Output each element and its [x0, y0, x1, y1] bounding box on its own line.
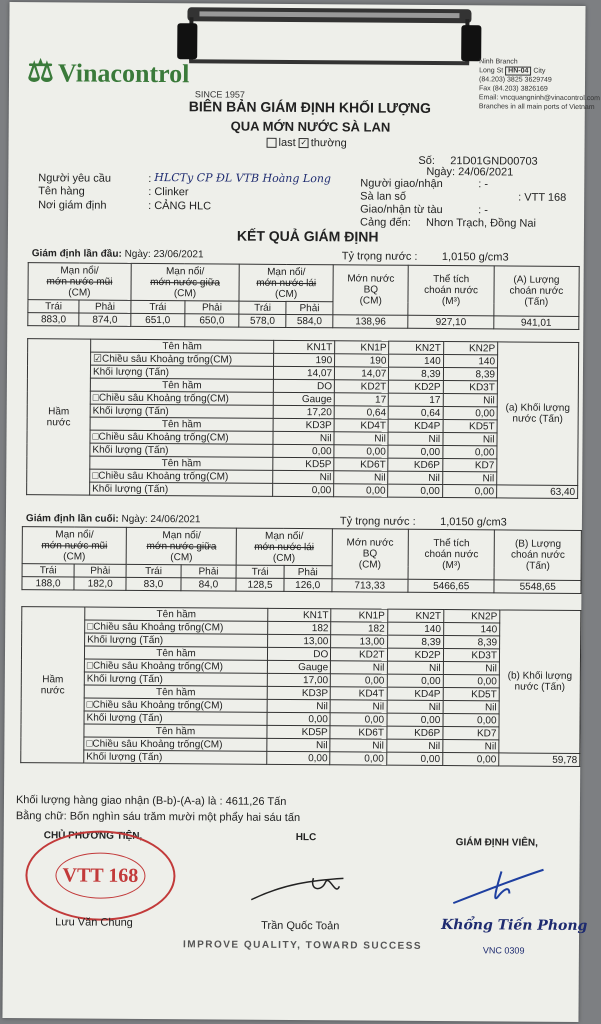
ham-total-label: (b) Khối lượng nước (Tấn): [499, 610, 581, 754]
ten-hang-value: : Clinker: [148, 185, 189, 199]
nguoi-yeu-cau-value: HLCTy CP ĐL VTB Hoàng Long: [154, 171, 332, 186]
ham-row: □Chiều sâu Khoảng trống(CM) 182 182 140 140: [22, 620, 581, 637]
ham-row: Tên hầm KD3P KD4T KD4P KD5T: [27, 417, 578, 434]
branch-badge: HN-04: [505, 66, 531, 75]
ham-row: ☑Chiều sâu Khoảng trống(CM) 190 190 140 140: [28, 352, 579, 369]
nguoi-gn-value: : -: [478, 178, 489, 191]
ham-nuoc-label: Hầm nước: [21, 607, 85, 763]
sa-lan-value: : VTT 168: [518, 191, 567, 204]
ham-row: □Chiều sâu Khoảng trống(CM) Gauge 17 17 Nil: [27, 391, 578, 408]
sa-lan-label: Sà lan số: [360, 190, 407, 203]
giam-dinh-vien-heading: GIÁM ĐỊNH VIÊN,: [455, 837, 538, 849]
title-line-1: BIÊN BẢN GIÁM ĐỊNH KHỐI LƯỢNG: [188, 98, 431, 116]
hlc-signature: [243, 856, 363, 917]
ham-row: Tên hầm KD3P KD4T KD4P KD5T: [21, 685, 580, 702]
cang-den-value: Nhơn Trạch, Đồng Nai: [425, 216, 536, 230]
ham-row: Khối lượng (Tấn) 0,00 0,00 0,00 0,00: [27, 443, 578, 460]
title-line-2: QUA MỚN NƯỚC SÀ LAN: [230, 118, 391, 135]
ngay-field: Ngày: 24/06/2021: [426, 165, 514, 179]
ham-row: Khối lượng (Tấn) 17,00 0,00 0,00 0,00: [21, 672, 580, 689]
ham-row: Hầm nước Tên hầm KN1T KN1P KN2T KN2P (a) Khối lượng nước (Tấn): [28, 339, 579, 356]
ham-row: □Chiều sâu Khoảng trống(CM) Nil Nil Nil Nil: [21, 698, 580, 715]
type-options: last ✓ thường: [267, 137, 347, 150]
ham-row: Tên hầm KD5P KD6T KD6P KD7: [21, 724, 580, 741]
ham-row: □Chiều sâu Khoảng trống(CM) Nil Nil Nil Nil: [21, 737, 580, 754]
name-luu-van-chung: Lưu Văn Chung: [55, 916, 133, 929]
lan-cuoi-table: Mạn nổi/ mớn nước mũi (CM) Mạn nổi/ mớn nước giữa (CM) Mạn nổi/ mớn nước lái (CM) Mớn nước BQ (CM) Thể tích choán nước (M³) (B) Lượng choán nước (Tấn) Trái Phải Trái Phải Trái Phải 188,0 182,0 83,0 84,0 128,5 126,0 713,33 5466,65 5548,65: [21, 526, 581, 594]
ten-hang-label: Tên hàng: [38, 185, 85, 198]
company-stamp: [25, 830, 176, 921]
inspector-code: VNC 0309: [482, 945, 525, 956]
cang-den-label: Cảng đến:: [359, 216, 411, 229]
noi-gd-value: : CẢNG HLC: [148, 199, 212, 213]
ham-nuoc-label: Hầm nước: [27, 339, 91, 495]
scale-icon: ⚖: [26, 55, 55, 89]
clipboard-clip: [179, 3, 480, 85]
lan-cuoi-values-row: 188,0 182,0 83,0 84,0 128,5 126,0 713,33 5466,65 5548,65: [22, 577, 581, 594]
ham-row: □Chiều sâu Khoảng trống(CM) Nil Nil Nil Nil: [27, 469, 578, 486]
branch-info: Ninh Branch Long St HN-04 City (84.203) 3825 3629749 Fax (84.203) 3826169 Email: vncquangninh@vinacontrol.com Branches in all main ports of Vietnam: [478, 58, 601, 112]
ham-row: □Chiều sâu Khoảng trống(CM) Nil Nil Nil Nil: [27, 430, 578, 447]
ham-row: Khối lượng (Tấn) 14,07 14,07 8,39 8,39: [27, 365, 578, 382]
summary-total: Khối lượng hàng giao nhận (B-b)-(A-a) là : 4611,26 Tấn: [15, 794, 287, 808]
gn-tu-tau-label: Giao/nhận từ tàu: [360, 203, 443, 217]
ham-nuoc-table-2: [20, 606, 581, 767]
ham-row: Khối lượng (Tấn) 17,20 0,64 0,64 0,00: [27, 404, 578, 421]
lan-dau-label: Giám định lần đầu: Ngày: 23/06/2021: [31, 248, 204, 261]
ham-row: Khối lượng (Tấn) 13,00 13,00 8,39 8,39: [22, 633, 581, 650]
ham-nuoc-table-1: [26, 338, 579, 499]
name-khong-tien-phong: Khổng Tiến Phong: [441, 917, 588, 935]
so-field: Số: 21D01GND00703: [418, 154, 538, 168]
ket-qua-heading: KẾT QUẢ GIÁM ĐỊNH: [236, 227, 379, 245]
lan-cuoi-ty-trong: Tỷ trọng nước : 1,0150 g/cm3: [339, 515, 507, 529]
gn-tu-tau-value: : -: [478, 204, 488, 217]
lan-dau-table: Mạn nổi/ mớn nước mũi (CM) Mạn nổi/ mớn nước giữa (CM) Mạn nổi/ mớn nước lái (CM) Mớn nước BQ (CM) Thể tích choán nước (M³) (A) Lượng choán nước (Tấn) Trái Phải Trái Phải Trái Phải 883,0 874,0 651,0 650,0 578,0 584,0 138,96 927,10 941,01: [27, 262, 579, 330]
ham-total-label: (a) Khối lượng nước (Tấn): [497, 342, 579, 486]
since-text: SINCE 1957: [194, 89, 245, 100]
lan-dau-ty-trong: Tỷ trọng nước : 1,0150 g/cm3: [341, 250, 509, 264]
ham-row: Khối lượng (Tấn) 0,00 0,00 0,00 0,00 63,40: [27, 482, 578, 499]
last-checkbox[interactable]: [267, 138, 277, 148]
lan-dau-values-row: 883,0 874,0 651,0 650,0 578,0 584,0 138,96 927,10 941,01: [28, 313, 579, 330]
noi-gd-label: Nơi giám định: [38, 199, 107, 212]
name-tran-quoc-toan: Trần Quốc Toản: [261, 919, 340, 933]
ham-row: Khối lượng (Tấn) 0,00 0,00 0,00 0,00: [21, 711, 580, 728]
thuong-checkbox[interactable]: ✓: [300, 138, 308, 148]
chu-phuong-tien-heading: CHỦ PHƯƠNG TIỆN,: [43, 830, 143, 842]
nguoi-gn-label: Người giao/nhận: [360, 177, 443, 191]
ham-row: □Chiều sâu Khoảng trống(CM) Gauge Nil Nil Nil: [21, 659, 580, 676]
lan-cuoi-label: Giám định lần cuối: Ngày: 24/06/2021: [25, 513, 201, 526]
hlc-heading: HLC: [295, 832, 317, 844]
vinacontrol-logo: ⚖ Vinacontrol: [26, 55, 190, 89]
ham-row: Tên hầm KD5P KD6T KD6P KD7: [27, 456, 578, 473]
ham-row: Tên hầm DO KD2T KD2P KD3T: [21, 646, 580, 663]
summary-in-words: Bằng chữ: Bốn nghìn sáu trăm mười một phẩy hai sáu tấn: [15, 810, 301, 825]
ham-total-value: 59,78: [499, 753, 580, 767]
ham-row: Khối lượng (Tấn) 0,00 0,00 0,00 0,00 59,78: [21, 750, 580, 767]
company-motto: IMPROVE QUALITY, TOWARD SUCCESS: [182, 939, 423, 952]
nguoi-yeu-cau-label: Người yêu cầu: [38, 172, 112, 185]
stamp-center-text: VTT 168: [55, 852, 145, 899]
ham-row: Hầm nước Tên hầm KN1T KN1P KN2T KN2P (b) Khối lượng nước (Tấn): [22, 607, 581, 624]
ham-total-value: 63,40: [497, 485, 578, 499]
ham-row: Tên hầm DO KD2T KD2P KD3T: [27, 378, 578, 395]
inspector-signature: [443, 861, 553, 912]
document-sheet: ⚖ Vinacontrol SINCE 1957 Ninh Branch Long St HN-04 City (84.203) 3825 3629749 Fax (84.203) 3826169 Email: vncquangninh@vinacontrol.com Branches in all main ports of Vietnam BIÊN BẢN GIÁM ĐỊNH KHỐI LƯỢNG QUA MỚN NƯỚC SÀ LAN last ✓ thường Số: 21D01GND00703 Ngày: 24/06/2021 Người yêu cầu : HLCTy CP ĐL VTB Hoàng Long Tên hàng : Clinker Nơi giám định : CẢNG HLC Người giao/nhận : - Sà lan số : VTT 168 Giao/nhận từ tàu : - Cảng đến: Nhơn Trạch, Đồng Nai KẾT QUẢ GIÁM ĐỊNH Giám định lần đầu: Ngày: 23/06/2021 Tỷ trọng nước : 1,0150 g/cm3 Mạn nổi/ mớn nước mũi (CM) Mạn nổi/ mớn nước giữa (CM) Mạn nổi/ mớn nước lái (CM) Mớn nước BQ (CM) Thể tích choán nước (M³) (A) Lượng choán nước (Tấn) Trái Phải Trái Phải Trái Phải 883,0 874,0 651,0 650,0 578,0 584,0 138,96 927,10 941,01 Hầm nước Tên hầm KN1T KN1P KN2T KN2P (a) Khối lượng nước (Tấn) ☑Chiều sâu Khoảng trống(CM) 190 190 140 140 Khối lượng (Tấn) 14,07 14,07 8,39 8,39 Tên hầm DO KD2T KD2P KD3T □Chiều sâu Khoảng trống(CM) Gauge 17 17 Nil Khối lượng (Tấn) 17,20 0,64 0,64 0,00 Tên hầm KD3P KD4T KD4P KD5T □Chiều sâu Khoảng trống(CM) Nil Nil Nil Nil Khối lượng (Tấn) 0,00 0,00 0,00 0,00 Tên hầm KD5P KD6T KD6P KD7 □Chiều sâu Khoảng trống(CM) Nil Nil Nil Nil Khối lượng (Tấn) 0,00 0,00 0,00 0,00 63,40 Giám định lần cuối: Ngày: 24/06/2021 Tỷ trọng nước : 1,0150 g/cm3 Mạn nổi/ mớn nước mũi (CM) Mạn nổi/ mớn nước giữa (CM) Mạn nổi/ mớn nước lái (CM) Mớn nước BQ (CM) Thể tích choán nước (M³) (B) Lượng choán nước (Tấn) Trái Phải Trái Phải Trái Phải 188,0 182,0 83,0 84,0 128,5 126,0 713,33 5466,65 5548,65 Hầm nước Tên hầm KN1T KN1P KN2T KN2P (b) Khối lượng nước (Tấn) □Chiều sâu Khoảng trống(CM) 182 182 140 140 Khối lượng (Tấn) 13,00 13,00 8,39 8,39 Tên hầm DO KD2T KD2P KD3T □Chiều sâu Khoảng trống(CM) Gauge Nil Nil Nil Khối lượng (Tấn) 17,00 0,00 0,00 0,00 Tên hầm KD3P KD4T KD4P KD5T □Chiều sâu Khoảng trống(CM) Nil Nil Nil Nil Khối lượng (Tấn) 0,00 0,00 0,00 0,00 Tên hầm KD5P KD6T KD6P KD7 □Chiều sâu Khoảng trống(CM) Nil Nil Nil Nil Khối lượng (Tấn) 0,00 0,00 0,00 0,00 59,78 Khối lượng hàng giao nhận (B-b)-(A-a) là : 4611,26 Tấn Bằng chữ: Bốn nghìn sáu trăm mười một phẩy hai sáu tấn CHỦ PHƯƠNG TIỆN, HLC GIÁM ĐỊNH VIÊN, VTT 168 Lưu Văn Chung Trần Quốc Toản Khổng Tiến Phong VNC 0309 IMPROVE QUALITY, TOWARD SUCCESS: [2, 2, 585, 1022]
